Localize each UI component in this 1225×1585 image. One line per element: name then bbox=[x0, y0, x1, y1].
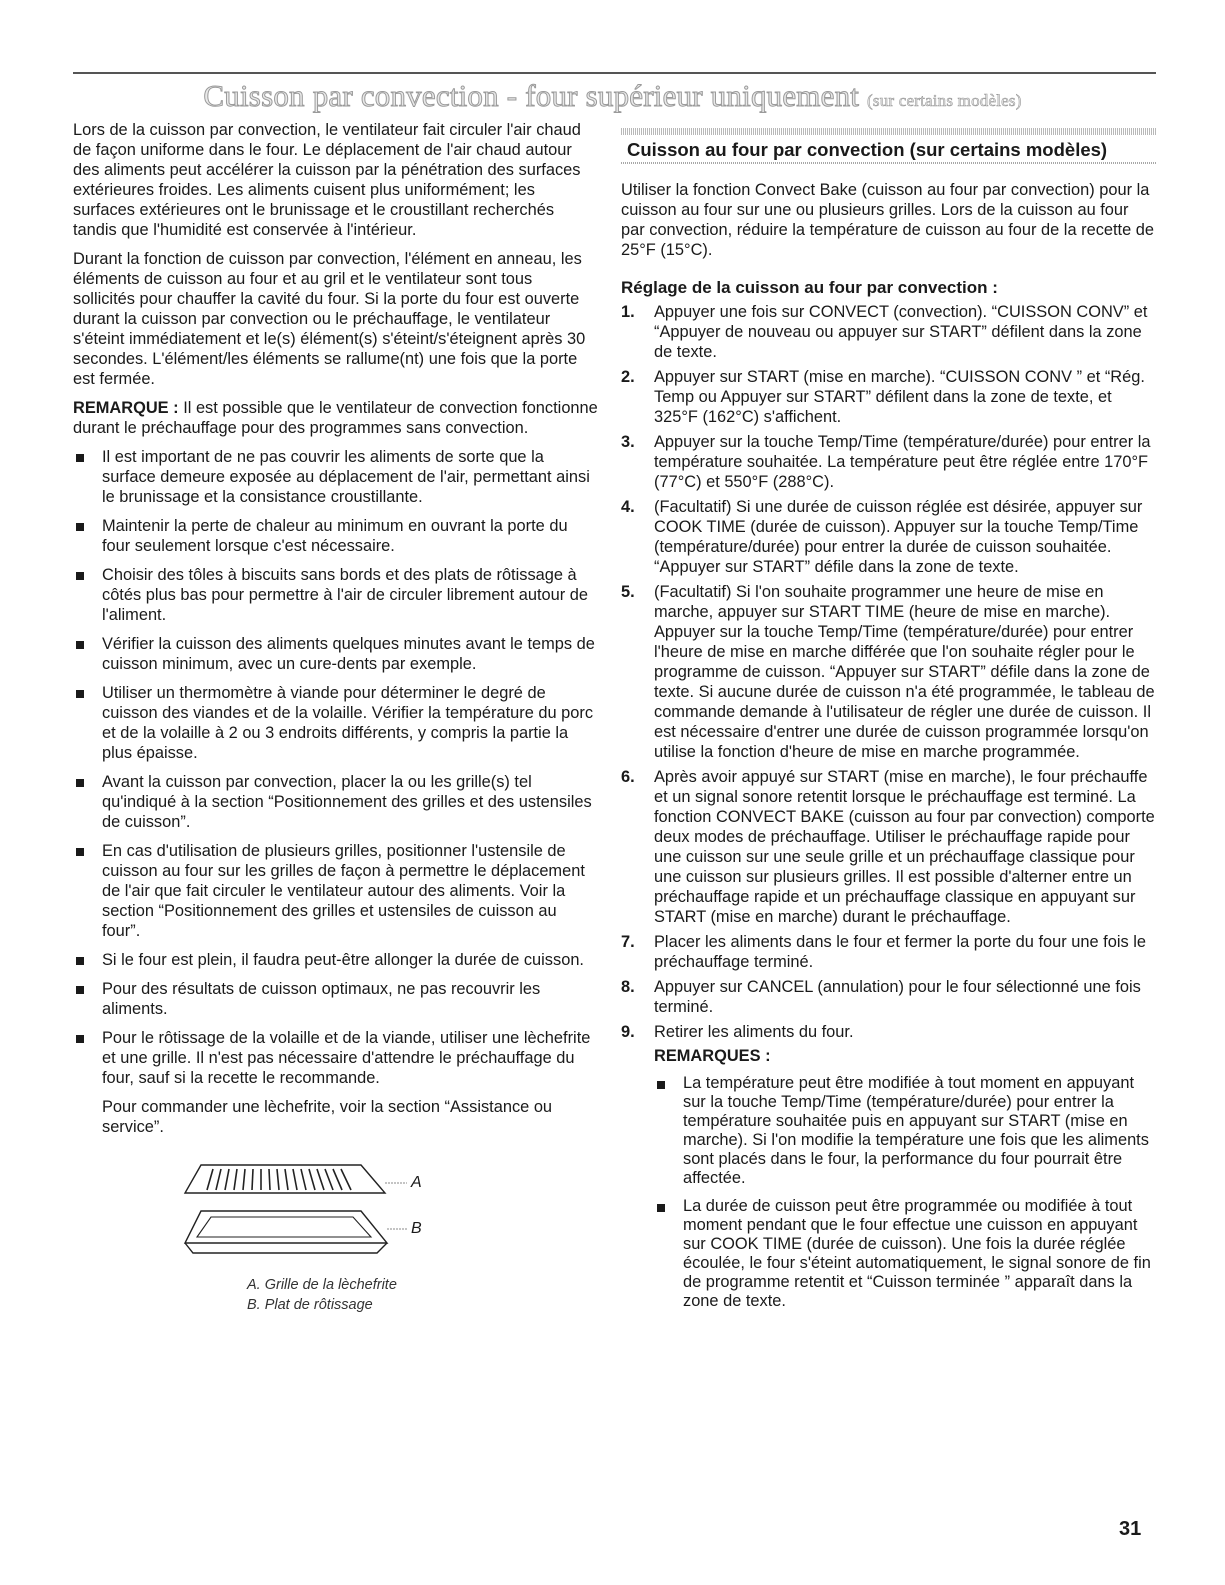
steps-list bbox=[621, 302, 1156, 1311]
note-label: REMARQUE : bbox=[73, 399, 179, 417]
step-text: Retirer les aliments du four. bbox=[654, 1023, 854, 1041]
step-number: 1. bbox=[621, 303, 635, 321]
step-text: (Facultatif) Si une durée de cuisson réglée est désirée, appuyer sur COOK TIME (durée de cuisson). Appuyer sur la touche Temp/Time (température/durée) pour entrer la durée de cuisson souhaitée. “Appuyer sur START” défile dans la zone de texte. bbox=[654, 498, 1143, 576]
step-number: 6. bbox=[621, 768, 635, 786]
step-text: Appuyer sur la touche Temp/Time (température/durée) pour entrer la température souhaitée. La température peut être réglée entre 170°F (77°C) et 550°F (288°C). bbox=[654, 433, 1151, 491]
step-number: 4. bbox=[621, 498, 635, 516]
section-underline bbox=[621, 162, 1156, 164]
page-title-sub: (sur certains modèles) bbox=[867, 91, 1022, 110]
page-title bbox=[0, 78, 1225, 114]
list-item: Il est important de ne pas couvrir les aliments de sorte que la surface demeure exposée au déplacement de l'air, permettant ainsi le brunissage et la consistance croustillante. bbox=[73, 447, 598, 507]
subheading: Réglage de la cuisson au four par convection : bbox=[621, 278, 998, 297]
list-item bbox=[621, 1022, 1156, 1311]
list-item: Si le four est plein, il faudra peut-être allonger la durée de cuisson. bbox=[73, 950, 598, 970]
list-item bbox=[621, 302, 1156, 362]
order-paragraph: Pour commander une lèchefrite, voir la section “Assistance ou service”. bbox=[102, 1098, 553, 1136]
caption-b: B. Plat de rôtissage bbox=[247, 1297, 373, 1313]
top-rule bbox=[73, 72, 1156, 74]
step-number: 2. bbox=[621, 368, 635, 386]
broiler-pan-illustration bbox=[171, 1159, 421, 1269]
step-number: 3. bbox=[621, 433, 635, 451]
list-item: Pour des résultats de cuisson optimaux, ne pas recouvrir les aliments. bbox=[73, 979, 598, 1019]
list-item bbox=[621, 367, 1156, 427]
remarks-label: REMARQUES : bbox=[654, 1047, 771, 1065]
list-item bbox=[621, 432, 1156, 492]
broiler-pan-figure bbox=[73, 1159, 598, 1329]
step-text: Après avoir appuyé sur START (mise en marche), le four préchauffe et un signal sonore retentit lorsque le préchauffage est terminé. La fonction CONVECT BAKE (cuisson au four par convection) comporte deux modes de préchauffage. Utiliser le préchauffage rapide pour une cuisson sur une seule grille et un préchauffage classique pour une cuisson sur plusieurs grilles. Il est possible d'alterner entre un préchauffage rapide et un préchauffage classique en appuyant sur START (mise en marche) durant le préchauffage. bbox=[654, 768, 1155, 926]
list-item bbox=[621, 767, 1156, 927]
remarks-list bbox=[654, 1074, 1156, 1311]
intro-paragraph-1: Lors de la cuisson par convection, le ventilateur fait circuler l'air chaud de façon uniforme dans le four. Le déplacement de l'air chaud autour des aliments peut accélérer la cuisson par la pénétration des surfaces extérieures froides. Les aliments cuisent plus uniformément; les surfaces extérieures ont le brunissage et le croustillant recherchés tandis que l'humidité est conservée à l'intérieur. bbox=[73, 121, 581, 239]
list-item bbox=[621, 497, 1156, 577]
list-item: Choisir des tôles à biscuits sans bords et des plats de rôtissage à côtés plus bas pour permettre à l'air de circuler librement autour de l'aliment. bbox=[73, 565, 598, 625]
page-number: 31 bbox=[1119, 1518, 1142, 1540]
caption-a: A. Grille de la lèchefrite bbox=[247, 1277, 397, 1293]
note-paragraph bbox=[73, 398, 598, 438]
step-number: 5. bbox=[621, 583, 635, 601]
section-title: Cuisson au four par convection (sur certains modèles) bbox=[627, 139, 1108, 160]
intro-paragraph-2: Durant la fonction de cuisson par convection, l'élément en anneau, les éléments de cuisson au four et au gril et le ventilateur sont tous sollicités pour chauffer la cavité du four. Si la porte du four est ouverte durant la cuisson par convection ou le préchauffage, le ventilateur s'éteint immédiatement et le(s) élément(s) s'éteint/s'éteignent après 30 secondes. L'élément/les éléments se rallume(nt) une fois que la porte est fermée. bbox=[73, 250, 586, 388]
list-item bbox=[621, 977, 1156, 1017]
right-column bbox=[621, 180, 1156, 1320]
section-header bbox=[621, 128, 1156, 164]
list-item: Pour le rôtissage de la volaille et de la viande, utiliser une lèchefrite et une grille. Il n'est pas nécessaire d'attendre le préchauffage du four, sauf si la recette le recommande. bbox=[73, 1028, 598, 1088]
tips-list bbox=[73, 447, 598, 1088]
step-text: Appuyer sur START (mise en marche). “CUISSON CONV ” et “Rég. Temp ou Appuyer sur START” défilent dans la zone de texte, et 325°F (162°C) s'affichent. bbox=[654, 368, 1145, 426]
left-column bbox=[73, 120, 598, 1329]
figure-label-a: A bbox=[411, 1174, 422, 1191]
list-item: Avant la cuisson par convection, placer la ou les grille(s) tel qu'indiqué à la section “Positionnement des grilles et des ustensiles de cuisson”. bbox=[73, 772, 598, 832]
list-item bbox=[621, 582, 1156, 762]
list-item: Utiliser un thermomètre à viande pour déterminer le degré de cuisson des viandes et de la volaille. Vérifier la température du porc et de la volaille à 2 ou 3 endroits différents, y compris la partie la plus épaisse. bbox=[73, 683, 598, 763]
page-title-main: Cuisson par convection - four supérieur uniquement bbox=[203, 78, 860, 113]
list-item: La durée de cuisson peut être programmée ou modifiée à tout moment pendant que le four effectue une cuisson en appuyant sur COOK TIME (durée de cuisson). Une fois la durée réglée écoulée, le four s'éteint automatiquement, le signal sonore de fin de programme retentit et “Cuisson terminée ” apparaît dans la zone de texte. bbox=[654, 1197, 1156, 1311]
figure-label-b: B bbox=[411, 1220, 422, 1237]
step-text: Appuyer une fois sur CONVECT (convection). “CUISSON CONV” et “Appuyer de nouveau ou appuyer sur START” défilent dans la zone de texte. bbox=[654, 303, 1148, 361]
step-number: 9. bbox=[621, 1023, 635, 1041]
list-item: Maintenir la perte de chaleur au minimum en ouvrant la porte du four seulement lorsque c'est nécessaire. bbox=[73, 516, 598, 556]
step-number: 7. bbox=[621, 933, 635, 951]
step-text: (Facultatif) Si l'on souhaite programmer une heure de mise en marche, appuyer sur START TIME (heure de mise en marche). Appuyer sur la touche Temp/Time (température/durée) pour entrer l'heure de mise en marche différée que l'on souhaite régler pour le programme de cuisson. “Appuyer sur START” défile dans la zone de texte. Si aucune durée de cuisson n'a été programmée, le tableau de commande demande à l'utilisateur de régler une durée de cuisson. Il est nécessaire d'entrer une durée de cuisson programmée lorsqu'on utilise la fonction d'heure de mise en marche programmée. bbox=[654, 583, 1155, 761]
step-text: Placer les aliments dans le four et fermer la porte du four une fois le préchauffage terminé. bbox=[654, 933, 1146, 971]
step-number: 8. bbox=[621, 978, 635, 996]
convect-intro: Utiliser la fonction Convect Bake (cuisson au four par convection) pour la cuisson au four sur une ou plusieurs grilles. Lors de la cuisson au four par convection, réduire la température de cuisson au four de la recette de 25°F (15°C). bbox=[621, 181, 1155, 259]
section-header-band bbox=[621, 128, 1156, 135]
list-item: La température peut être modifiée à tout moment en appuyant sur la touche Temp/Time (température/durée) pour entrer la température souhaitée puis en appuyant sur START (mise en marche). Si l'on modifie la température une fois que les aliments sont placés dans le four, la performance du four pourrait être affectée. bbox=[654, 1074, 1156, 1188]
list-item: Vérifier la cuisson des aliments quelques minutes avant le temps de cuisson minimum, avec un cure-dents par exemple. bbox=[73, 634, 598, 674]
list-item: En cas d'utilisation de plusieurs grilles, positionner l'ustensile de cuisson au four sur les grilles de façon à permettre le déplacement de l'air que fait circuler le ventilateur autour des aliments. Voir la section “Positionnement des grilles et ustensiles de cuisson au four”. bbox=[73, 841, 598, 941]
step-text: Appuyer sur CANCEL (annulation) pour le four sélectionné une fois terminé. bbox=[654, 978, 1141, 1016]
note-text: Il est possible que le ventilateur de convection fonctionne durant le préchauffage pour des programmes sans convection. bbox=[73, 399, 598, 437]
list-item bbox=[621, 932, 1156, 972]
